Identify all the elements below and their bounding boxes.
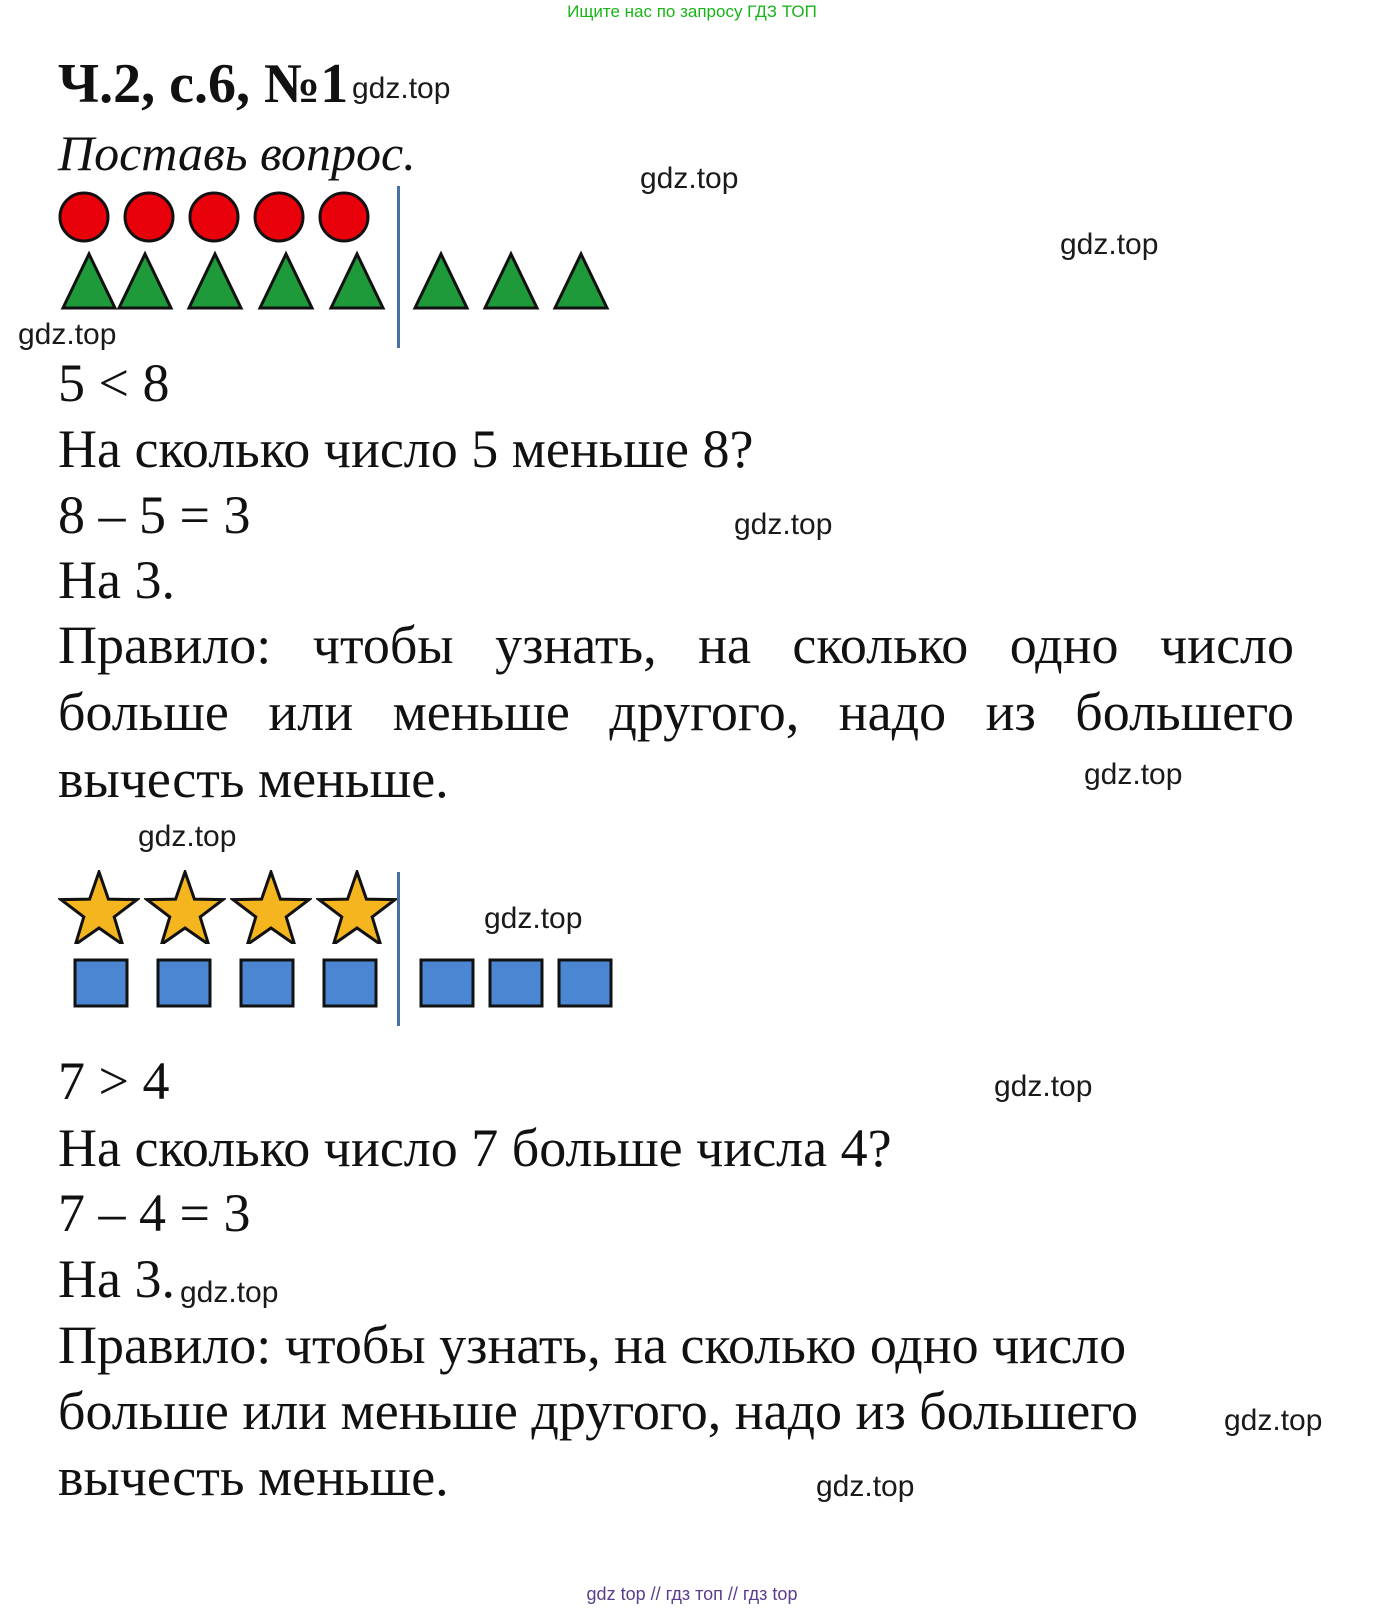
green-triangle [328, 250, 386, 312]
answer-1: На 3. [58, 550, 175, 610]
watermark: gdz.top [1084, 758, 1183, 791]
blue-square [419, 958, 475, 1008]
watermark: gdz.top [734, 508, 833, 541]
green-triangle [552, 250, 610, 312]
watermark: gdz.top [18, 318, 117, 351]
green-triangle [412, 250, 470, 312]
question-1: На сколько число 5 меньше 8? [58, 419, 754, 479]
answer-2: На 3. [58, 1249, 175, 1309]
rule-2-line-2: больше или меньше другого, надо из большего [58, 1381, 1138, 1441]
blue-square [322, 958, 378, 1008]
equation-1: 8 – 5 = 3 [58, 485, 251, 545]
green-triangle [257, 250, 315, 312]
watermark: gdz.top [484, 902, 583, 935]
red-circle [187, 190, 241, 244]
blue-square [73, 958, 129, 1008]
watermark: gdz.top [180, 1276, 279, 1309]
red-circle [57, 190, 111, 244]
green-triangle [60, 250, 118, 312]
green-triangle [482, 250, 540, 312]
divider-line [397, 186, 400, 348]
blue-square [156, 958, 212, 1008]
page-title: Ч.2, с.6, №1 [58, 53, 349, 115]
green-triangle [116, 250, 174, 312]
watermark: gdz.top [816, 1470, 915, 1503]
red-circle [122, 190, 176, 244]
watermark: gdz.top [640, 162, 739, 195]
bottom-banner: gdz top // гдз топ // гдз top [586, 1584, 798, 1604]
task-prompt: Поставь вопрос. [58, 125, 416, 181]
watermark: gdz.top [138, 820, 237, 853]
red-circle [317, 190, 371, 244]
blue-square [557, 958, 613, 1008]
watermark: gdz.top [994, 1070, 1093, 1103]
orange-star [230, 870, 312, 944]
comparison-2: 7 > 4 [58, 1051, 170, 1111]
comparison-1: 5 < 8 [58, 353, 170, 413]
rule-2-line-3: вычесть меньше. [58, 1447, 449, 1507]
equation-2: 7 – 4 = 3 [58, 1183, 251, 1243]
divider-line [397, 872, 400, 1026]
top-banner: Ищите нас по запросу ГДЗ ТОП [567, 2, 817, 21]
red-circle [252, 190, 306, 244]
blue-square [488, 958, 544, 1008]
rule-1: Правило: чтобы узнать, на сколько одно число больше или меньше другого, надо из большего вычесть меньше. [58, 615, 1294, 809]
blue-square [239, 958, 295, 1008]
watermark: gdz.top [1224, 1404, 1323, 1437]
question-2: На сколько число 7 больше числа 4? [58, 1118, 892, 1178]
rule-2-line-1: Правило: чтобы узнать, на сколько одно число [58, 1315, 1127, 1375]
watermark: gdz.top [1060, 228, 1159, 261]
orange-star [144, 870, 226, 944]
green-triangle [186, 250, 244, 312]
orange-star [58, 870, 140, 944]
watermark: gdz.top [352, 72, 451, 105]
orange-star [316, 870, 398, 944]
